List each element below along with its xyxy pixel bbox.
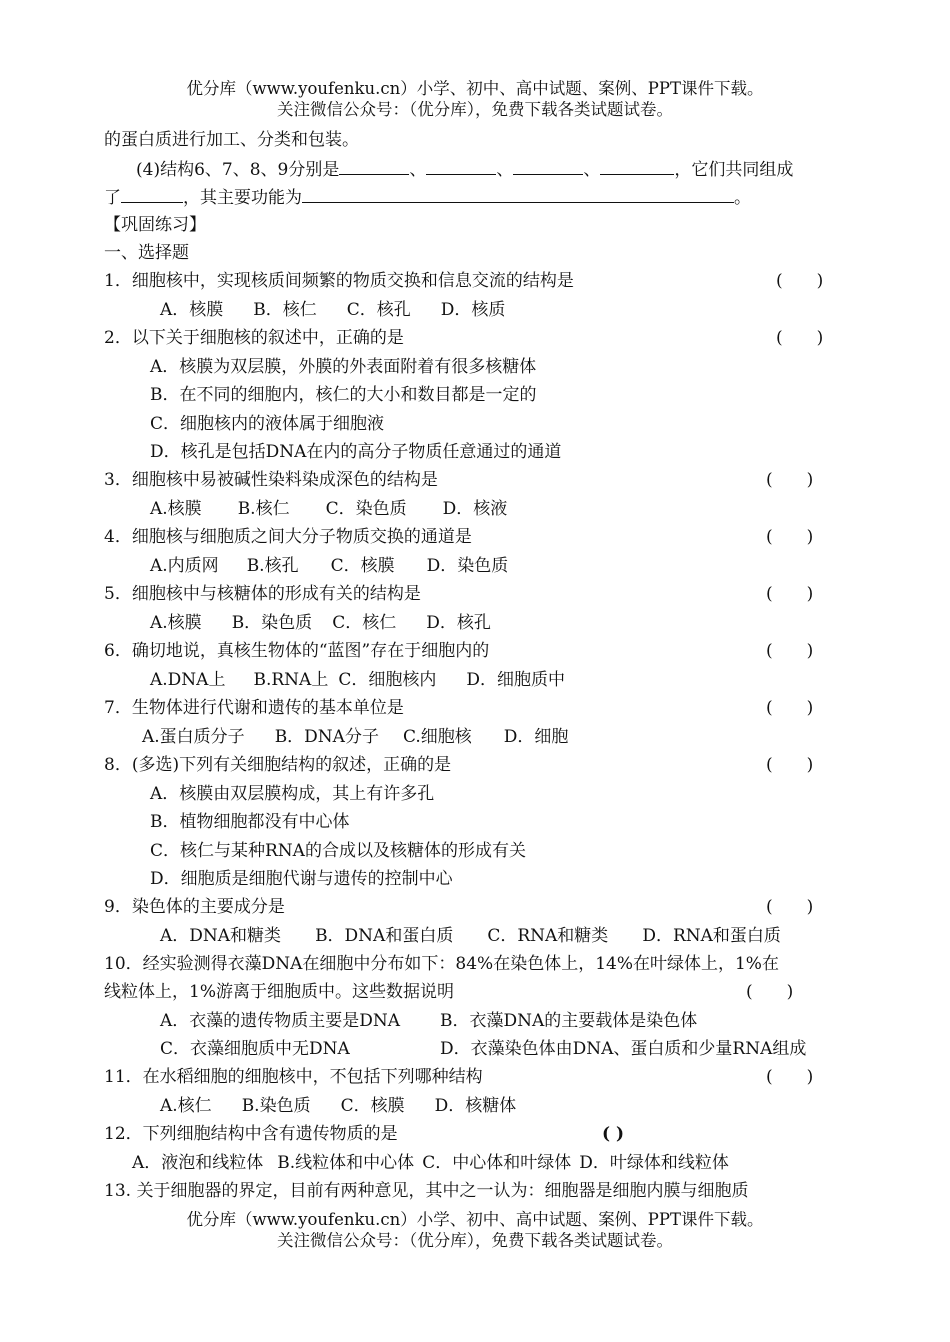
question-2-answer-paren: ( ) bbox=[776, 328, 824, 348]
question-8-stem: 8．(多选)下列有关细胞结构的叙述，正确的是 bbox=[104, 755, 452, 775]
q2-option-a: A．核膜为双层膜，外膜的外表面附着有很多核糖体 bbox=[150, 357, 537, 377]
q10-option-c: C．衣藻细胞质中无DNA bbox=[160, 1039, 350, 1059]
question-11-options bbox=[160, 1095, 516, 1117]
question-3-stem: 3．细胞核中易被碱性染料染成深色的结构是 bbox=[104, 470, 438, 490]
q5-option-b: B．染色质 bbox=[231, 613, 313, 633]
sep-2: 、 bbox=[496, 160, 514, 180]
page-header-top bbox=[0, 78, 950, 120]
period: 。 bbox=[734, 188, 751, 208]
question-6-options bbox=[150, 669, 565, 691]
question-1-stem: 1．细胞核中，实现核质间频繁的物质交换和信息交流的结构是 bbox=[104, 271, 574, 291]
q10-option-b: B．衣藻DNA的主要载体是染色体 bbox=[440, 1011, 698, 1031]
page-header-bottom bbox=[0, 1209, 950, 1251]
question-5-options bbox=[150, 612, 491, 634]
q1-option-a: A．核膜 bbox=[160, 300, 224, 320]
blank-structure-9 bbox=[600, 158, 674, 175]
q12-option-a: A．液泡和线粒体 bbox=[132, 1153, 264, 1173]
q3-option-a: A.核膜 bbox=[150, 499, 202, 519]
q11-option-d: D．核糖体 bbox=[434, 1096, 517, 1116]
question-12-options bbox=[132, 1152, 729, 1174]
section-subtitle: 一、选择题 bbox=[104, 243, 189, 263]
q9-option-a: A．DNA和糖类 bbox=[160, 926, 282, 946]
q6-option-c: C．细胞核内 bbox=[338, 670, 437, 690]
q6-option-d: D．细胞质中 bbox=[466, 670, 565, 690]
q12-option-d: D．叶绿体和线粒体 bbox=[579, 1153, 729, 1173]
q4-option-a: A.内质网 bbox=[150, 556, 219, 576]
question-7-stem: 7．生物体进行代谢和遗传的基本单位是 bbox=[104, 698, 404, 718]
q2-option-b: B．在不同的细胞内，核仁的大小和数目都是一定的 bbox=[150, 385, 537, 405]
question-9-answer-paren: ( ) bbox=[766, 897, 814, 917]
q2-option-d: D．核孔是包括DNA在内的高分子物质任意通过的通道 bbox=[150, 442, 562, 462]
section-title: 【巩固练习】 bbox=[104, 215, 206, 235]
question-2-stem: 2．以下关于细胞核的叙述中，正确的是 bbox=[104, 328, 404, 348]
q12-option-c: C．中心体和叶绿体 bbox=[422, 1153, 572, 1173]
question-7-answer-paren: ( ) bbox=[766, 698, 814, 718]
question-10-stem-line1: 10．经实验测得衣藻DNA在细胞中分布如下：84%在染色体上，14%在叶绿体上，1%在 bbox=[104, 954, 779, 974]
question-5-stem: 5．细胞核中与核糖体的形成有关的结构是 bbox=[104, 584, 421, 604]
question-3-answer-paren: ( ) bbox=[766, 470, 814, 490]
blank-structure-7 bbox=[426, 158, 496, 175]
q9-option-c: C．RNA和糖类 bbox=[487, 926, 609, 946]
q3-option-d: D．核液 bbox=[442, 499, 508, 519]
q4-line2-b: ，其主要功能为 bbox=[183, 188, 302, 208]
intro-continuation: 的蛋白质进行加工、分类和包装。 bbox=[104, 130, 359, 150]
question-6-stem: 6．确切地说，真核生物体的“蓝图”存在于细胞内的 bbox=[104, 641, 490, 661]
q8-option-d: D．细胞质是细胞代谢与遗传的控制中心 bbox=[150, 869, 453, 889]
question-11-stem: 11．在水稻细胞的细胞核中，不包括下列哪种结构 bbox=[104, 1067, 483, 1087]
q11-option-a: A.核仁 bbox=[160, 1096, 212, 1116]
question-4-answer-paren: ( ) bbox=[766, 527, 814, 547]
q1-option-c: C．核孔 bbox=[346, 300, 411, 320]
question-4-stem: 4．细胞核与细胞质之间大分子物质交换的通道是 bbox=[104, 527, 472, 547]
question-11-answer-paren: ( ) bbox=[766, 1067, 814, 1087]
q8-option-a: A．核膜由双层膜构成，其上有许多孔 bbox=[150, 784, 435, 804]
q7-option-c: C.细胞核 bbox=[402, 727, 472, 747]
q9-option-d: D．RNA和蛋白质 bbox=[642, 926, 781, 946]
blank-compose bbox=[121, 186, 183, 203]
question-6-answer-paren: ( ) bbox=[766, 641, 814, 661]
q10-option-a: A．衣藻的遗传物质主要是DNA bbox=[160, 1011, 401, 1031]
question-7-options bbox=[142, 726, 568, 748]
q9-option-b: B．DNA和蛋白质 bbox=[315, 926, 454, 946]
q6-option-b: B.RNA上 bbox=[253, 670, 329, 690]
blank-structure-6 bbox=[339, 158, 409, 175]
q4-option-d: D．染色质 bbox=[426, 556, 509, 576]
blank-main-function bbox=[302, 186, 734, 203]
header-line-1: 优分库（www.youfenku.cn）小学、初中、高中试题、案例、PPT课件下载。 bbox=[186, 79, 764, 98]
question-1-answer-paren: ( ) bbox=[776, 271, 824, 291]
question-9-stem: 9．染色体的主要成分是 bbox=[104, 897, 285, 917]
question-9-options bbox=[160, 925, 781, 947]
q8-option-b: B．植物细胞都没有中心体 bbox=[150, 812, 350, 832]
q3-option-b: B.核仁 bbox=[237, 499, 290, 519]
question-3-options bbox=[150, 498, 507, 520]
question-12-stem: 12．下列细胞结构中含有遗传物质的是 bbox=[104, 1124, 398, 1144]
q7-option-d: D．细胞 bbox=[503, 727, 569, 747]
question-4-options bbox=[150, 555, 508, 577]
header-line-2: 关注微信公众号：（优分库），免费下载各类试题试卷。 bbox=[277, 100, 673, 119]
question-5-answer-paren: ( ) bbox=[766, 584, 814, 604]
question-10-stem-line2: 线粒体上，1%游离于细胞质中。这些数据说明 bbox=[104, 982, 454, 1002]
q3-option-c: C．染色质 bbox=[325, 499, 407, 519]
q12-option-b: B.线粒体和中心体 bbox=[277, 1153, 415, 1173]
q11-option-b: B.染色质 bbox=[241, 1096, 311, 1116]
question-13-stem: 13. 关于细胞器的界定，目前有两种意见，其中之一认为：细胞器是细胞内膜与细胞质 bbox=[104, 1181, 749, 1201]
q2-option-c: C．细胞核内的液体属于细胞液 bbox=[150, 414, 385, 434]
intro-q4-line2 bbox=[104, 186, 751, 209]
q11-option-c: C．核膜 bbox=[340, 1096, 405, 1116]
q6-option-a: A.DNA上 bbox=[150, 670, 226, 690]
footer-line-2: 关注微信公众号：（优分库），免费下载各类试题试卷。 bbox=[277, 1231, 673, 1250]
q8-option-c: C．核仁与某种RNA的合成以及核糖体的形成有关 bbox=[150, 841, 526, 861]
question-12-answer-paren: ( ) bbox=[602, 1124, 625, 1144]
q4-option-c: C．核膜 bbox=[330, 556, 395, 576]
question-8-answer-paren: ( ) bbox=[766, 755, 814, 775]
q1-option-b: B．核仁 bbox=[253, 300, 317, 320]
sep-1: 、 bbox=[409, 160, 427, 180]
q10-option-d: D．衣藻染色体由DNA、蛋白质和少量RNA组成 bbox=[440, 1039, 807, 1059]
question-1-options bbox=[160, 299, 505, 321]
question-10-answer-paren: ( ) bbox=[746, 982, 794, 1002]
blank-structure-8 bbox=[513, 158, 583, 175]
q4-mid: ，它们共同组成 bbox=[674, 160, 794, 180]
q4-line2-a: 了 bbox=[104, 188, 121, 208]
q7-option-b: B．DNA分子 bbox=[274, 727, 379, 747]
q4-prefix: (4)结构6、7、8、9分别是 bbox=[136, 160, 340, 180]
q5-option-d: D．核孔 bbox=[426, 613, 491, 633]
footer-line-1: 优分库（www.youfenku.cn）小学、初中、高中试题、案例、PPT课件下载。 bbox=[186, 1210, 764, 1229]
q5-option-a: A.核膜 bbox=[150, 613, 202, 633]
intro-q4-line1 bbox=[136, 158, 793, 181]
q7-option-a: A.蛋白质分子 bbox=[142, 727, 245, 747]
q5-option-c: C．核仁 bbox=[332, 613, 397, 633]
sep-3: 、 bbox=[583, 160, 601, 180]
q1-option-d: D．核质 bbox=[440, 300, 506, 320]
q4-option-b: B.核孔 bbox=[246, 556, 299, 576]
